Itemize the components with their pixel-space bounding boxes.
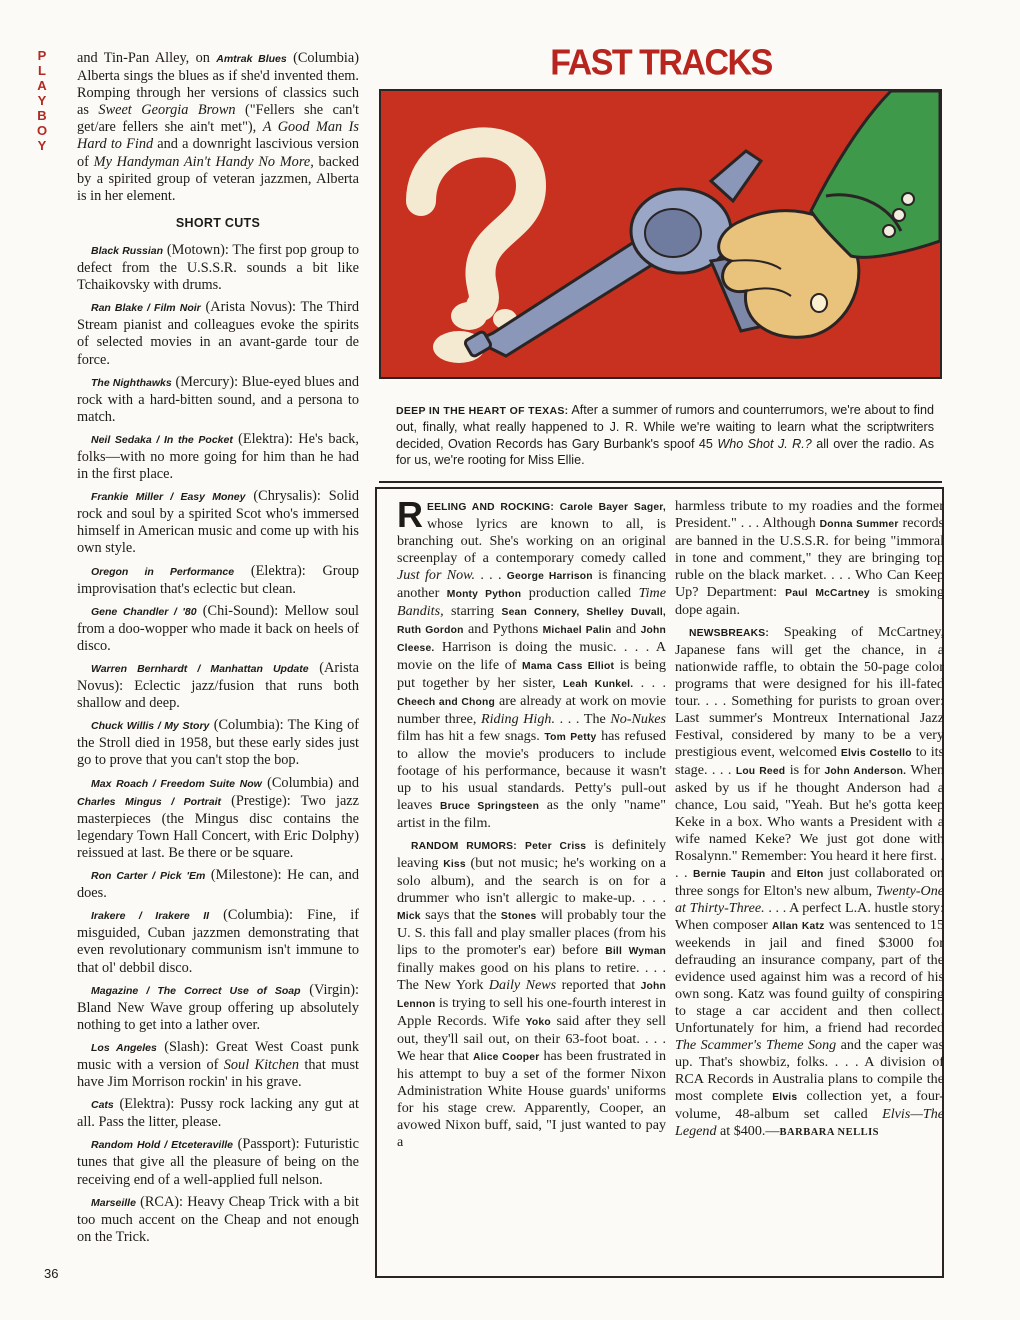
reeling-and-rocking-paragraph: REELING AND ROCKING: Carole Bayer Sager, whose lyrics are known to all, is branching out. She's working on an original screenplay of a contemporary comedy called Just for Now. . . . George Harrison is financing another Monty Python production called Time Bandits, starring Sean Connery, Shelley Duvall, Ruth Gordon and Pythons Michael Palin and John Cleese. Harrison is doing the music. . . . A movie on the life of Mama Cass Elliot is being put together by her sister, Leah Kunkel. . . . Cheech and Chong are already at work on movie number three, Riding High. . . . The No-Nukes film has hit a few snags. Tom Petty has refused to allow the movie's producers to include footage of his performance, because it wasn't up to his usual standards. Petty's pull-out leaves Bruce Springsteen as the only "name" artist in the film. [397, 494, 667, 831]
side-label-letter: Y [37, 138, 47, 153]
short-cut-review: Gene Chandler / '80 (Chi-Sound): Mellow soul from a doo-wopper who made it back on heels of disco. [77, 602, 359, 654]
intro-paragraph: and Tin-Pan Alley, on Amtrak Blues (Columbia) Alberta sings the blues as if she'd invented them. Romping through her versions of classics such as Sweet Georgia Brown ("Fellers she can't get/are fellers she ain't met"), A Good Man Is Hard to Find and a downright lascivious version of My Handyman Ain't Handy No More, backed by a spirited group of veteran jazzmen, Alberta is in her element. [77, 50, 360, 204]
short-cut-review: Max Roach / Freedom Suite Now (Columbia) and Charles Mingus / Portrait (Prestige): Two jazz masterpieces (the Mingus disc contains the legendary Town Hall Concert, with Eric Dolphy) reissued at last. Be there or be square. [77, 774, 359, 861]
drop-cap: R [397, 494, 423, 535]
fast-tracks-column-1 [397, 494, 667, 1156]
short-cut-review: Random Hold / Etceteraville (Passport): Futuristic tunes that give all the pleasure of being on the receiving end of a well-applied full nelson. [77, 1136, 359, 1188]
side-label-letter: B [37, 108, 47, 123]
side-label-letter: Y [37, 93, 47, 108]
short-cut-review: Cats (Elektra): Pussy rock lacking any gut at all. Pass the litter, please. [77, 1096, 359, 1131]
page-number: 36 [44, 1266, 59, 1281]
fast-tracks-column-2 [675, 498, 944, 1146]
caption-divider [379, 481, 942, 483]
short-cuts-list [77, 242, 359, 1246]
random-rumors-paragraph: RANDOM RUMORS: Peter Criss is definitely leaving Kiss (but not music; he's working on a solo album), and the search is on for a drummer who isn't allergic to make-up. . . . Mick says that the Stones will probably tour the U. S. this fall and play smaller places (from his lips to the promoter's ear) before Bill Wyman finally makes good on his plans to retire. . . . The New York Daily News reported that John Lennon is trying to sell his one-fourth interest in Apple Records. Wife Yoko said after they sell out, they'll sail out, on their 63-foot boat. . . . We hear that Alice Cooper has been frustrated in his attempt to buy a set of the former Nixon Administration White House guards' uniforms for his stage crew. Apparently, Cooper, an avowed Nixon buff, said, "I just wanted to pay a [397, 837, 667, 1150]
short-cut-review: Marseille (RCA): Heavy Cheap Trick with a bit too much accent on the Cheap and not enough on the Trick. [77, 1193, 359, 1245]
question-mark-revolver-illustration [379, 89, 942, 379]
caption-lead: DEEP IN THE HEART OF TEXAS: [396, 405, 569, 417]
short-cut-review: Warren Bernhardt / Manhattan Update (Arista Novus): Eclectic jazz/fusion that runs both shallow and deep. [77, 660, 359, 712]
illustration-caption [396, 402, 934, 469]
short-cut-review: Ran Blake / Film Noir (Arista Novus): The Third Stream pianist and colleagues evoke the spirits of selected movies in an avant-garde tour de force. [77, 299, 359, 368]
short-cut-review: Los Angeles (Slash): Great West Coast punk music with a version of Soul Kitchen that must have Jim Morrison rockin' in his grave. [77, 1038, 359, 1091]
revolver-hand-icon [381, 91, 940, 377]
continued-paragraph: harmless tribute to my roadies and the former President." . . . Although Donna Summer records are banned in the U.S.S.R. for being "immoral in tone and comment," they are bringing top ruble on the black market. . . . Who Can Keep Up? Department: Paul McCartney is smoking dope again. [675, 498, 945, 618]
short-cuts-heading: SHORT CUTS [175, 215, 261, 230]
side-label-letter: P [37, 48, 47, 63]
short-cut-review: Irakere / Irakere II (Columbia): Fine, if misguided, Cuban jazzmen demonstrating that even revolutionary communism isn't immune to that ol' debbil disco. [77, 907, 359, 976]
short-cut-review: Black Russian (Motown): The first pop group to defect from the U.S.S.R. sounds a bit like Tchaikovsky with drums. [77, 241, 359, 294]
side-label-letter: O [36, 123, 48, 138]
newsbreaks-paragraph: NEWSBREAKS: Speaking of McCartney, Japanese fans will get the chance, in a nationwide raffle, to obtain the 50-page color programs that were designed for his ill-fated tour. . . . Something for purists to groan over: Last summer's Montreux International Jazz Festival, considered by many to be a very prestigious event, welcomed Elvis Costello to its stage. . . . Lou Reed is for John Anderson. When asked by us if he thought Anderson had a chance, Lou said, "Yeah. But he's gotta keep Keke in a box. Who wants a President with a wife named Keke? We just got done with Rosalynn." Remember: You heard it here first. . . . Bernie Taupin and Elton just collaborated on three songs for Elton's new album, Twenty-One at Thirty-Three. . . . A perfect L.A. hustle story: When composer Allan Katz was sentenced to 15 weekends in jail and fined $3000 for defrauding an insurance company, part of the evidence used against him was a record of his own song. Katz was found guilty of conspiring to stage a car accident and then collect. Unfortunately for him, a friend had recorded The Scammer's Theme Song and the caper was up. That's showbiz, folks. . . . A division of RCA Records in Australia plans to compile the most complete Elvis collection yet, a four-volume, 48-album set called Elvis—The Legend at $400.—BARBARA NELLIS [675, 624, 945, 1139]
short-cut-review: Frankie Miller / Easy Money (Chrysalis): Solid rock and soul by a spirited Scot who's immersed himself in American music and come up with his own style. [77, 488, 359, 557]
short-cut-review: Magazine / The Correct Use of Soap (Virgin): Bland New Wave group offering up absolutely nothing to get into a lather over. [77, 981, 359, 1033]
short-cut-review: The Nighthawks (Mercury): Blue-eyed blues and rock with a hard-bitten sound, and a persona to match. [77, 373, 359, 425]
fast-tracks-title: FAST TRACKS [550, 43, 772, 83]
short-cuts-column [77, 50, 359, 1251]
short-cut-review: Oregon in Performance (Elektra): Group improvisation that's eclectic but clean. [77, 562, 359, 597]
short-cut-review: Neil Sedaka / In the Pocket (Elektra): He's back, folks—with no more going for him than he had in the first place. [77, 430, 359, 483]
caption-text: After a summer of rumors and counterrumors, we're about to find out, finally, what really happened to J. R. While we're waiting to learn what the scriptwriters decided, Ovation Records has Gary Burbank's spoof 45 Who Shot J. R.? all over the radio. As for us, we're rooting for Miss Ellie. [396, 403, 935, 468]
short-cut-review: Ron Carter / Pick 'Em (Milestone): He can, and does. [77, 867, 359, 902]
short-cut-review: Chuck Willis / My Story (Columbia): The King of the Stroll died in 1958, but these early sides just go to prove that you can't stop the bop. [77, 717, 359, 769]
side-label-letter: A [37, 78, 47, 93]
playboy-side-label [33, 48, 51, 153]
side-label-letter: L [38, 63, 46, 78]
